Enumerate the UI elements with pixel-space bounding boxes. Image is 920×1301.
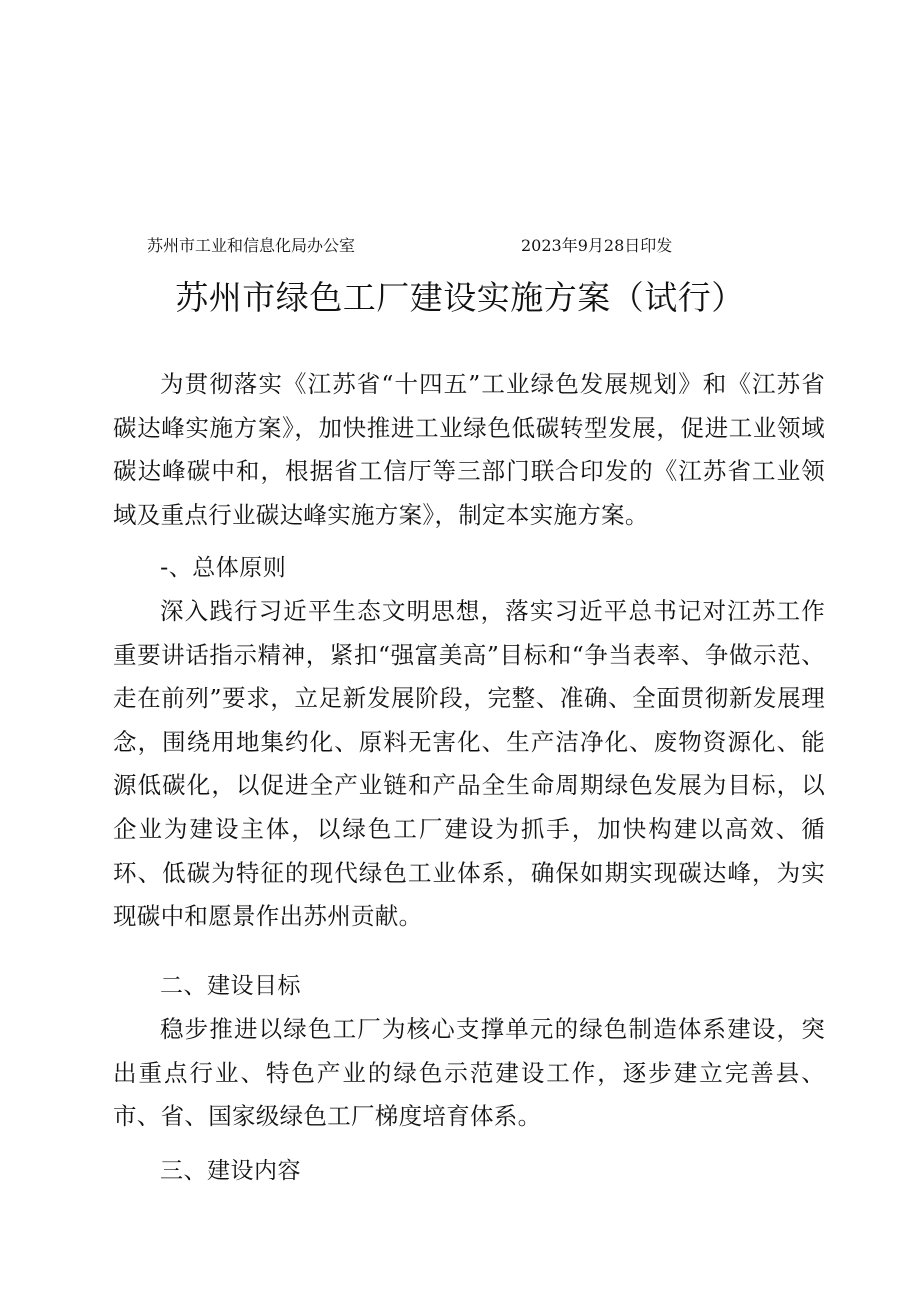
section-heading-goals: 二、建设目标: [160, 973, 301, 999]
intro-paragraph: 为贯彻落实《江苏省“十四五”工业绿色发展规划》和《江苏省碳达峰实施方案》，加快推进工业绿色低碳转型发展，促进工业领域碳达峰碳中和，根据省工信厅等三部门联合印发的《江苏省工业领域及重点行业碳达峰实施方案》，制定本实施方案。: [113, 370, 825, 529]
document-title: 苏州市绿色工厂建设实施方案（试行）: [175, 278, 745, 317]
issuer-name: 苏州市工业和信息化局办公室: [147, 236, 356, 255]
section-body-goals: 稳步推进以绿色工厂为核心支撑单元的绿色制造体系建设，突出重点行业、特色产业的绿色示范建设工作，逐步建立完善县、市、省、国家级绿色工厂梯度培育体系。: [113, 1015, 825, 1131]
section-heading-principles: -、总体原则: [160, 555, 287, 581]
issue-date: 2023年9月28日印发: [521, 236, 673, 255]
section-body-principles: 深入践行习近平生态文明思想，落实习近平总书记对江苏工作重要讲话指示精神，紧扣“强富美高”目标和“争当表率、争做示范、走在前列”要求，立足新发展阶段，完整、准确、全面贯彻新发展理念，围绕用地集约化、原料无害化、生产洁净化、废物资源化、能源低碳化，以促进全产业链和产品全生命周期绿色发展为目标，以企业为建设主体，以绿色工厂建设为抓手，加快构建以高效、循环、低碳为特征的现代绿色工业体系，确保如期实现碳达峰，为实现碳中和愿景作出苏州贡献。: [113, 597, 825, 931]
section-heading-content: 三、建设内容: [160, 1158, 301, 1184]
